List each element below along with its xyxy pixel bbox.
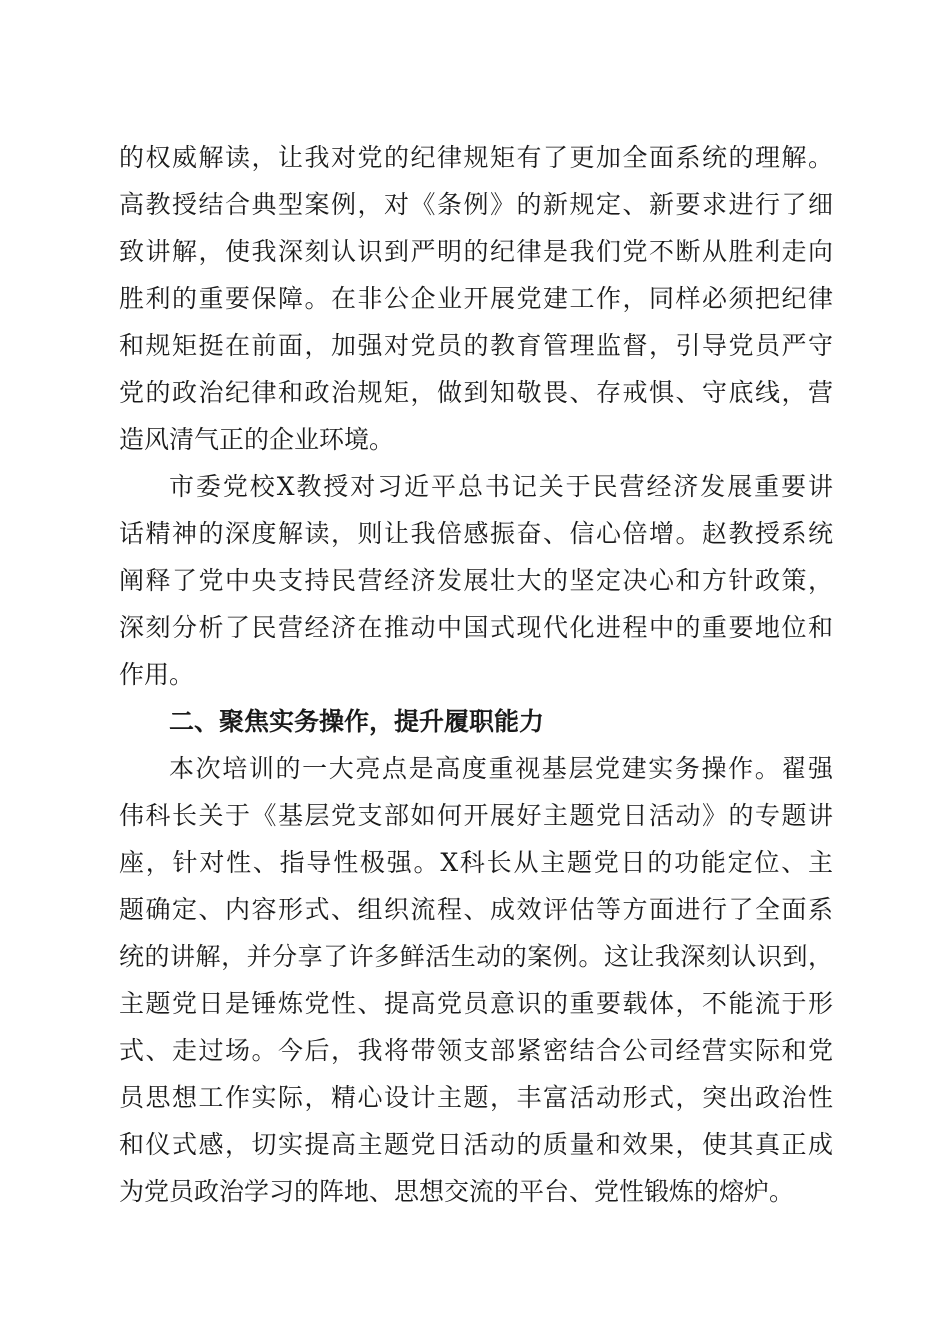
- body-line: 话精神的深度解读，则让我倍感振奋、信心倍增。赵教授系统: [119, 519, 833, 548]
- body-line: 座，针对性、指导性极强。X科长从主题党日的功能定位、主: [119, 848, 833, 877]
- body-line: 员思想工作实际，精心设计主题，丰富活动形式，突出政治性: [119, 1083, 833, 1112]
- body-line: 统的讲解，并分享了许多鲜活生动的案例。这让我深刻认识到，: [119, 942, 833, 971]
- body-line: 的权威解读，让我对党的纪律规矩有了更加全面系统的理解。: [119, 143, 833, 172]
- body-line: 为党员政治学习的阵地、思想交流的平台、党性锻炼的熔炉。: [119, 1177, 795, 1206]
- body-line: 深刻分析了民营经济在推动中国式现代化进程中的重要地位和: [119, 613, 833, 642]
- body-line: 题确定、内容形式、组织流程、成效评估等方面进行了全面系: [119, 895, 833, 924]
- body-line: 致讲解，使我深刻认识到严明的纪律是我们党不断从胜利走向: [119, 237, 833, 266]
- body-line: 主题党日是锤炼党性、提高党员意识的重要载体，不能流于形: [119, 989, 833, 1018]
- body-line: 胜利的重要保障。在非公企业开展党建工作，同样必须把纪律: [119, 284, 833, 313]
- body-line: 阐释了党中央支持民营经济发展壮大的坚定决心和方针政策，: [119, 566, 833, 595]
- body-line: 伟科长关于《基层党支部如何开展好主题党日活动》的专题讲: [119, 801, 833, 830]
- paragraph-first-line: 本次培训的一大亮点是高度重视基层党建实务操作。翟强: [169, 754, 833, 783]
- body-line: 造风清气正的企业环境。: [119, 425, 395, 454]
- body-line: 高教授结合典型案例，对《条例》的新规定、新要求进行了细: [119, 190, 833, 219]
- body-line: 和规矩挺在前面，加强对党员的教育管理监督，引导党员严守: [119, 331, 833, 360]
- section-heading: 二、聚焦实务操作，提升履职能力: [169, 707, 545, 736]
- document-body: [119, 134, 833, 1215]
- body-line: 作用。: [119, 660, 195, 689]
- body-line: 和仪式感，切实提高主题党日活动的质量和效果，使其真正成: [119, 1130, 833, 1159]
- body-line: 式、走过场。今后，我将带领支部紧密结合公司经营实际和党: [119, 1036, 833, 1065]
- paragraph-first-line: 市委党校X教授对习近平总书记关于民营经济发展重要讲: [169, 472, 833, 501]
- body-line: 党的政治纪律和政治规矩，做到知敬畏、存戒惧、守底线，营: [119, 378, 833, 407]
